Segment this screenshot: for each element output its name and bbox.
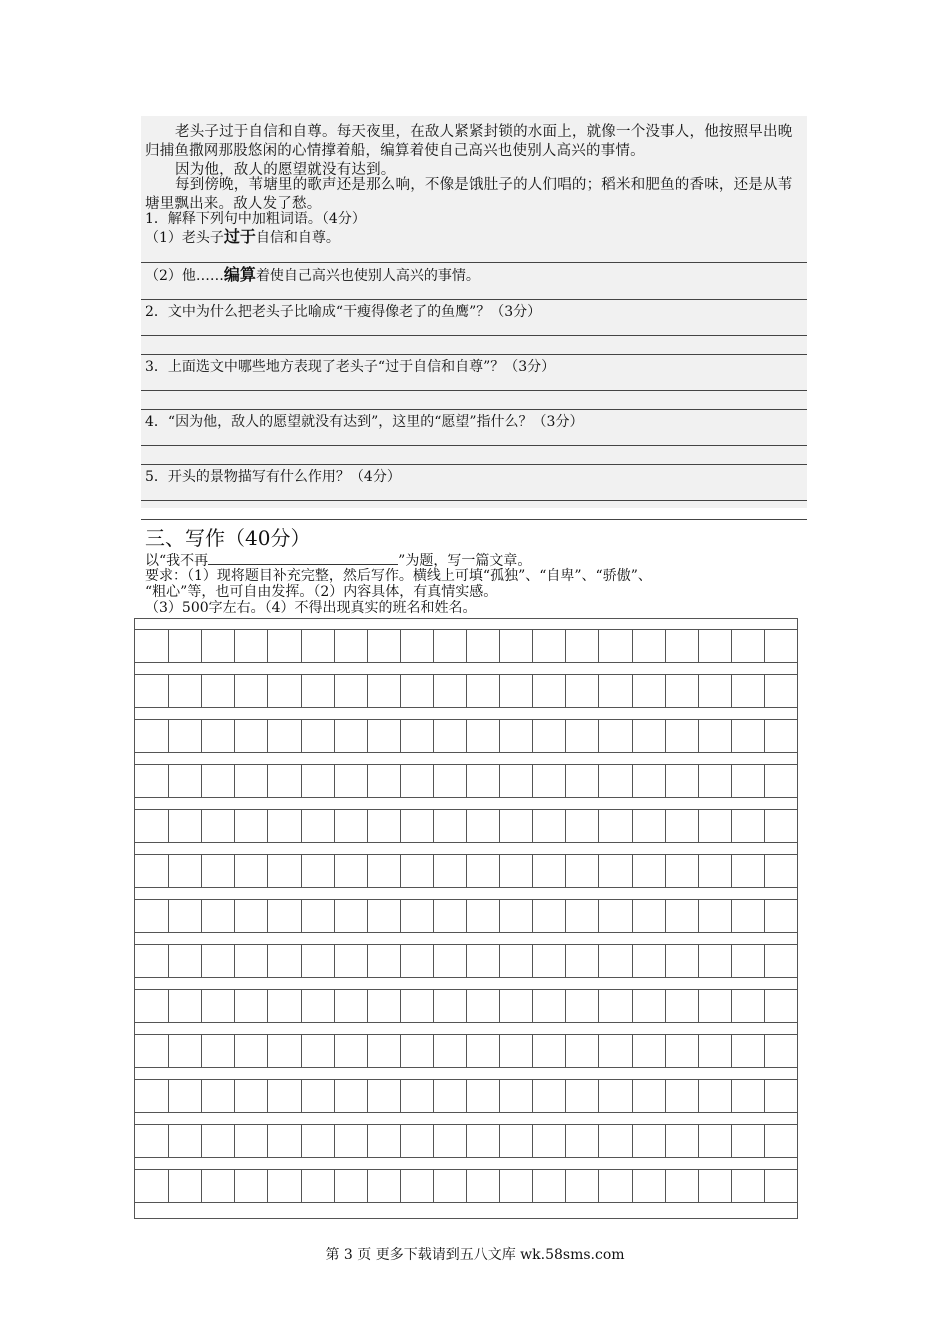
- grid-cell-divider: [598, 630, 599, 662]
- grid-cell-divider: [267, 810, 268, 842]
- grid-cell-divider: [565, 1080, 566, 1112]
- grid-row: [135, 809, 797, 843]
- grid-cell-divider: [466, 990, 467, 1022]
- answer-line: [141, 262, 807, 263]
- grid-cell-divider: [665, 855, 666, 887]
- grid-cell-divider: [267, 1170, 268, 1202]
- grid-cell-divider: [301, 675, 302, 707]
- grid-cell-divider: [532, 1125, 533, 1157]
- grid-cell-divider: [598, 675, 599, 707]
- grid-cell-divider: [267, 720, 268, 752]
- grid-cell-divider: [731, 900, 732, 932]
- grid-cell-divider: [466, 900, 467, 932]
- grid-cell-divider: [565, 855, 566, 887]
- grid-cell-divider: [499, 630, 500, 662]
- grid-cell-divider: [234, 1170, 235, 1202]
- grid-cell-divider: [433, 945, 434, 977]
- grid-cell-divider: [400, 630, 401, 662]
- passage-paragraph-1: 老头子过于自信和自尊。每天夜里，在敌人紧紧封锁的水面上，就像一个没事人，他按照早出晚归捕鱼撒网那股悠闲的心情撑着船，编算着使自己高兴也使别人高兴的事情。: [145, 124, 793, 159]
- grid-cell-divider: [598, 900, 599, 932]
- grid-row: [135, 629, 797, 663]
- grid-cell-divider: [301, 990, 302, 1022]
- grid-cell-divider: [532, 855, 533, 887]
- grid-cell-divider: [400, 675, 401, 707]
- grid-cell-divider: [665, 675, 666, 707]
- grid-cell-divider: [201, 900, 202, 932]
- grid-cell-divider: [565, 1035, 566, 1067]
- grid-cell-divider: [665, 810, 666, 842]
- writing-prompt: 以“我不再 ”为题，写一篇文章。: [145, 553, 532, 569]
- grid-cell-divider: [334, 855, 335, 887]
- grid-cell-divider: [400, 945, 401, 977]
- grid-cell-divider: [565, 990, 566, 1022]
- grid-cell-divider: [632, 855, 633, 887]
- grid-cell-divider: [698, 720, 699, 752]
- grid-cell-divider: [267, 630, 268, 662]
- grid-cell-divider: [532, 945, 533, 977]
- grid-cell-divider: [433, 1080, 434, 1112]
- answer-line: [141, 354, 807, 355]
- grid-cell-divider: [466, 1125, 467, 1157]
- grid-cell-divider: [598, 945, 599, 977]
- grid-cell-divider: [433, 990, 434, 1022]
- grid-cell-divider: [532, 675, 533, 707]
- grid-cell-divider: [499, 1035, 500, 1067]
- grid-cell-divider: [731, 1035, 732, 1067]
- grid-cell-divider: [201, 1080, 202, 1112]
- grid-cell-divider: [665, 900, 666, 932]
- grid-cell-divider: [632, 765, 633, 797]
- grid-cell-divider: [301, 1035, 302, 1067]
- grid-cell-divider: [565, 945, 566, 977]
- grid-cell-divider: [367, 810, 368, 842]
- grid-cell-divider: [698, 945, 699, 977]
- grid-cell-divider: [764, 765, 765, 797]
- grid-cell-divider: [532, 1170, 533, 1202]
- grid-row: [135, 944, 797, 978]
- grid-cell-divider: [698, 630, 699, 662]
- grid-cell-divider: [267, 900, 268, 932]
- grid-cell-divider: [565, 1170, 566, 1202]
- grid-cell-divider: [168, 765, 169, 797]
- grid-cell-divider: [499, 810, 500, 842]
- grid-cell-divider: [632, 1170, 633, 1202]
- grid-cell-divider: [598, 855, 599, 887]
- grid-cell-divider: [367, 1080, 368, 1112]
- grid-cell-divider: [764, 1170, 765, 1202]
- grid-cell-divider: [632, 810, 633, 842]
- grid-cell-divider: [565, 810, 566, 842]
- grid-cell-divider: [334, 765, 335, 797]
- grid-cell-divider: [168, 630, 169, 662]
- grid-cell-divider: [598, 1035, 599, 1067]
- bold-word-biansuan: 编算: [223, 265, 256, 284]
- grid-cell-divider: [764, 630, 765, 662]
- writing-requirement-1: 要求：（1）现将题目补充完整，然后写作。横线上可填“孤独”、“自卑”、“骄傲”、: [145, 568, 652, 584]
- grid-cell-divider: [433, 1035, 434, 1067]
- grid-cell-divider: [400, 765, 401, 797]
- grid-cell-divider: [201, 1125, 202, 1157]
- question-1-part-1: （1）老头子过于自信和自尊。: [145, 227, 340, 246]
- grid-cell-divider: [234, 990, 235, 1022]
- grid-cell-divider: [764, 900, 765, 932]
- grid-cell-divider: [764, 945, 765, 977]
- grid-cell-divider: [532, 1080, 533, 1112]
- grid-cell-divider: [168, 990, 169, 1022]
- grid-cell-divider: [731, 945, 732, 977]
- grid-cell-divider: [301, 855, 302, 887]
- grid-row: [135, 899, 797, 933]
- grid-cell-divider: [433, 810, 434, 842]
- grid-cell-divider: [168, 1125, 169, 1157]
- grid-cell-divider: [598, 1080, 599, 1112]
- grid-cell-divider: [731, 765, 732, 797]
- grid-cell-divider: [466, 765, 467, 797]
- grid-cell-divider: [234, 720, 235, 752]
- grid-cell-divider: [234, 630, 235, 662]
- grid-cell-divider: [234, 1035, 235, 1067]
- grid-cell-divider: [267, 1125, 268, 1157]
- grid-cell-divider: [267, 1035, 268, 1067]
- grid-cell-divider: [201, 630, 202, 662]
- grid-row: [135, 989, 797, 1023]
- grid-cell-divider: [731, 675, 732, 707]
- grid-cell-divider: [598, 765, 599, 797]
- grid-cell-divider: [466, 1080, 467, 1112]
- grid-cell-divider: [367, 1035, 368, 1067]
- grid-cell-divider: [565, 675, 566, 707]
- grid-cell-divider: [301, 720, 302, 752]
- grid-cell-divider: [367, 855, 368, 887]
- grid-row: [135, 764, 797, 798]
- answer-line: [141, 464, 807, 465]
- grid-cell-divider: [764, 720, 765, 752]
- grid-cell-divider: [367, 900, 368, 932]
- grid-cell-divider: [698, 810, 699, 842]
- grid-cell-divider: [764, 810, 765, 842]
- grid-cell-divider: [334, 990, 335, 1022]
- grid-cell-divider: [168, 1170, 169, 1202]
- grid-cell-divider: [334, 1125, 335, 1157]
- grid-cell-divider: [334, 945, 335, 977]
- answer-line: [141, 409, 807, 410]
- writing-requirement-3: （3）500字左右。（4）不得出现真实的班名和姓名。: [145, 600, 477, 616]
- question-1-part-2: （2）他……编算着使自己高兴也使别人高兴的事情。: [145, 265, 480, 284]
- question-4: 4．“因为他，敌人的愿望就没有达到”，这里的“愿望”指什么？（3分）: [145, 414, 584, 430]
- grid-cell-divider: [764, 990, 765, 1022]
- grid-cell-divider: [466, 810, 467, 842]
- grid-cell-divider: [632, 1080, 633, 1112]
- grid-cell-divider: [267, 675, 268, 707]
- answer-line: [141, 299, 807, 300]
- grid-cell-divider: [301, 945, 302, 977]
- grid-cell-divider: [632, 1035, 633, 1067]
- answer-line: [141, 445, 807, 446]
- grid-cell-divider: [764, 855, 765, 887]
- grid-cell-divider: [301, 1080, 302, 1112]
- grid-cell-divider: [433, 720, 434, 752]
- grid-cell-divider: [565, 720, 566, 752]
- grid-cell-divider: [665, 1035, 666, 1067]
- grid-cell-divider: [334, 675, 335, 707]
- grid-cell-divider: [565, 1125, 566, 1157]
- grid-row: [135, 1124, 797, 1158]
- grid-cell-divider: [267, 1080, 268, 1112]
- question-5: 5．开头的景物描写有什么作用？（4分）: [145, 469, 401, 485]
- grid-cell-divider: [400, 855, 401, 887]
- grid-cell-divider: [201, 765, 202, 797]
- grid-cell-divider: [665, 945, 666, 977]
- grid-cell-divider: [400, 990, 401, 1022]
- passage-paragraph-3: 每到傍晚，苇塘里的歌声还是那么响，不像是饿肚子的人们唱的；稻米和肥鱼的香味，还是从苇塘里飘出来。敌人发了愁。: [145, 177, 793, 212]
- grid-cell-divider: [665, 630, 666, 662]
- grid-cell-divider: [632, 675, 633, 707]
- grid-cell-divider: [234, 810, 235, 842]
- grid-cell-divider: [367, 630, 368, 662]
- grid-cell-divider: [301, 900, 302, 932]
- grid-cell-divider: [234, 1080, 235, 1112]
- grid-cell-divider: [499, 900, 500, 932]
- grid-cell-divider: [632, 1125, 633, 1157]
- grid-cell-divider: [499, 855, 500, 887]
- grid-cell-divider: [234, 765, 235, 797]
- grid-row: [135, 1169, 797, 1203]
- bold-word-guoyu: 过于: [223, 227, 256, 246]
- grid-cell-divider: [598, 1125, 599, 1157]
- grid-cell-divider: [499, 1170, 500, 1202]
- grid-cell-divider: [367, 990, 368, 1022]
- grid-cell-divider: [565, 900, 566, 932]
- grid-row: [135, 1034, 797, 1068]
- grid-cell-divider: [764, 1035, 765, 1067]
- grid-cell-divider: [632, 990, 633, 1022]
- grid-row: [135, 674, 797, 708]
- grid-cell-divider: [201, 990, 202, 1022]
- grid-cell-divider: [731, 630, 732, 662]
- grid-cell-divider: [598, 1170, 599, 1202]
- grid-cell-divider: [532, 810, 533, 842]
- grid-cell-divider: [698, 990, 699, 1022]
- grid-cell-divider: [698, 1125, 699, 1157]
- grid-cell-divider: [168, 945, 169, 977]
- grid-cell-divider: [168, 855, 169, 887]
- grid-cell-divider: [367, 1125, 368, 1157]
- grid-cell-divider: [499, 945, 500, 977]
- grid-cell-divider: [367, 945, 368, 977]
- grid-cell-divider: [201, 675, 202, 707]
- grid-cell-divider: [632, 720, 633, 752]
- grid-cell-divider: [267, 990, 268, 1022]
- grid-cell-divider: [764, 675, 765, 707]
- grid-cell-divider: [433, 765, 434, 797]
- grid-cell-divider: [301, 630, 302, 662]
- grid-cell-divider: [499, 1125, 500, 1157]
- grid-cell-divider: [400, 900, 401, 932]
- grid-cell-divider: [234, 675, 235, 707]
- grid-cell-divider: [731, 1125, 732, 1157]
- grid-cell-divider: [433, 630, 434, 662]
- grid-cell-divider: [466, 720, 467, 752]
- grid-cell-divider: [367, 675, 368, 707]
- grid-cell-divider: [301, 765, 302, 797]
- grid-cell-divider: [731, 1080, 732, 1112]
- grid-cell-divider: [466, 945, 467, 977]
- grid-cell-divider: [367, 720, 368, 752]
- grid-cell-divider: [433, 675, 434, 707]
- grid-cell-divider: [698, 1170, 699, 1202]
- grid-cell-divider: [565, 765, 566, 797]
- grid-cell-divider: [334, 1035, 335, 1067]
- grid-cell-divider: [632, 630, 633, 662]
- grid-cell-divider: [499, 1080, 500, 1112]
- grid-cell-divider: [598, 810, 599, 842]
- grid-cell-divider: [201, 810, 202, 842]
- grid-cell-divider: [598, 720, 599, 752]
- grid-cell-divider: [632, 945, 633, 977]
- grid-cell-divider: [433, 855, 434, 887]
- writing-requirement-2: “粗心”等，也可自由发挥。（2）内容具体，有真情实感。: [145, 584, 498, 600]
- grid-cell-divider: [532, 990, 533, 1022]
- grid-cell-divider: [466, 675, 467, 707]
- grid-cell-divider: [665, 1125, 666, 1157]
- page-footer: 第 3 页 更多下载请到五八文库 wk.58sms.com: [325, 1247, 625, 1263]
- grid-cell-divider: [168, 1035, 169, 1067]
- grid-cell-divider: [532, 630, 533, 662]
- grid-row: [135, 719, 797, 753]
- grid-cell-divider: [400, 1125, 401, 1157]
- grid-cell-divider: [698, 900, 699, 932]
- grid-cell-divider: [499, 990, 500, 1022]
- grid-cell-divider: [234, 945, 235, 977]
- grid-cell-divider: [665, 720, 666, 752]
- grid-cell-divider: [532, 1035, 533, 1067]
- grid-cell-divider: [466, 855, 467, 887]
- answer-line: [141, 500, 807, 501]
- grid-cell-divider: [301, 1170, 302, 1202]
- grid-cell-divider: [433, 1125, 434, 1157]
- grid-cell-divider: [499, 675, 500, 707]
- grid-cell-divider: [632, 900, 633, 932]
- grid-cell-divider: [499, 765, 500, 797]
- question-3: 3．上面选文中哪些地方表现了老头子“过于自信和自尊”？（3分）: [145, 359, 556, 375]
- grid-cell-divider: [234, 900, 235, 932]
- grid-cell-divider: [168, 810, 169, 842]
- grid-cell-divider: [698, 855, 699, 887]
- grid-cell-divider: [764, 1080, 765, 1112]
- composition-grid: [134, 618, 798, 1219]
- grid-row: [135, 854, 797, 888]
- grid-cell-divider: [698, 1035, 699, 1067]
- grid-cell-divider: [201, 1170, 202, 1202]
- grid-cell-divider: [168, 1080, 169, 1112]
- grid-cell-divider: [334, 1080, 335, 1112]
- grid-row: [135, 1079, 797, 1113]
- question-1: 1．解释下列句中加粗词语。（4分）: [145, 211, 366, 227]
- grid-cell-divider: [334, 810, 335, 842]
- passage-paragraph-2: 因为他，敌人的愿望就没有达到。: [175, 162, 396, 178]
- grid-cell-divider: [301, 810, 302, 842]
- grid-cell-divider: [400, 1080, 401, 1112]
- grid-cell-divider: [532, 900, 533, 932]
- answer-line: [141, 519, 807, 520]
- grid-cell-divider: [168, 675, 169, 707]
- grid-cell-divider: [698, 1080, 699, 1112]
- grid-cell-divider: [731, 720, 732, 752]
- grid-cell-divider: [532, 720, 533, 752]
- writing-section-title: 三、写作（40分）: [145, 526, 311, 550]
- title-blank: [208, 552, 398, 565]
- answer-line: [141, 390, 807, 391]
- grid-cell-divider: [201, 1035, 202, 1067]
- question-2: 2．文中为什么把老头子比喻成“干瘦得像老了的鱼鹰”？（3分）: [145, 304, 542, 320]
- grid-cell-divider: [267, 945, 268, 977]
- grid-cell-divider: [731, 990, 732, 1022]
- grid-cell-divider: [433, 900, 434, 932]
- grid-cell-divider: [267, 765, 268, 797]
- grid-cell-divider: [334, 630, 335, 662]
- grid-cell-divider: [301, 1125, 302, 1157]
- grid-cell-divider: [367, 765, 368, 797]
- grid-cell-divider: [731, 1170, 732, 1202]
- grid-cell-divider: [665, 1170, 666, 1202]
- grid-cell-divider: [334, 900, 335, 932]
- grid-cell-divider: [466, 1170, 467, 1202]
- grid-cell-divider: [267, 855, 268, 887]
- grid-cell-divider: [400, 810, 401, 842]
- grid-cell-divider: [466, 630, 467, 662]
- grid-cell-divider: [665, 1080, 666, 1112]
- grid-cell-divider: [168, 720, 169, 752]
- grid-cell-divider: [532, 765, 533, 797]
- grid-cell-divider: [598, 990, 599, 1022]
- grid-cell-divider: [466, 1035, 467, 1067]
- answer-line: [141, 335, 807, 336]
- grid-cell-divider: [334, 1170, 335, 1202]
- grid-cell-divider: [698, 675, 699, 707]
- grid-cell-divider: [665, 990, 666, 1022]
- grid-cell-divider: [433, 1170, 434, 1202]
- grid-cell-divider: [499, 720, 500, 752]
- grid-cell-divider: [168, 900, 169, 932]
- grid-cell-divider: [234, 855, 235, 887]
- grid-cell-divider: [334, 720, 335, 752]
- grid-cell-divider: [565, 630, 566, 662]
- grid-cell-divider: [665, 765, 666, 797]
- grid-cell-divider: [400, 720, 401, 752]
- grid-cell-divider: [234, 1125, 235, 1157]
- grid-cell-divider: [764, 1125, 765, 1157]
- grid-cell-divider: [201, 855, 202, 887]
- grid-cell-divider: [731, 855, 732, 887]
- grid-cell-divider: [201, 945, 202, 977]
- grid-cell-divider: [400, 1170, 401, 1202]
- grid-cell-divider: [367, 1170, 368, 1202]
- grid-cell-divider: [201, 720, 202, 752]
- grid-cell-divider: [731, 810, 732, 842]
- grid-cell-divider: [400, 1035, 401, 1067]
- grid-cell-divider: [698, 765, 699, 797]
